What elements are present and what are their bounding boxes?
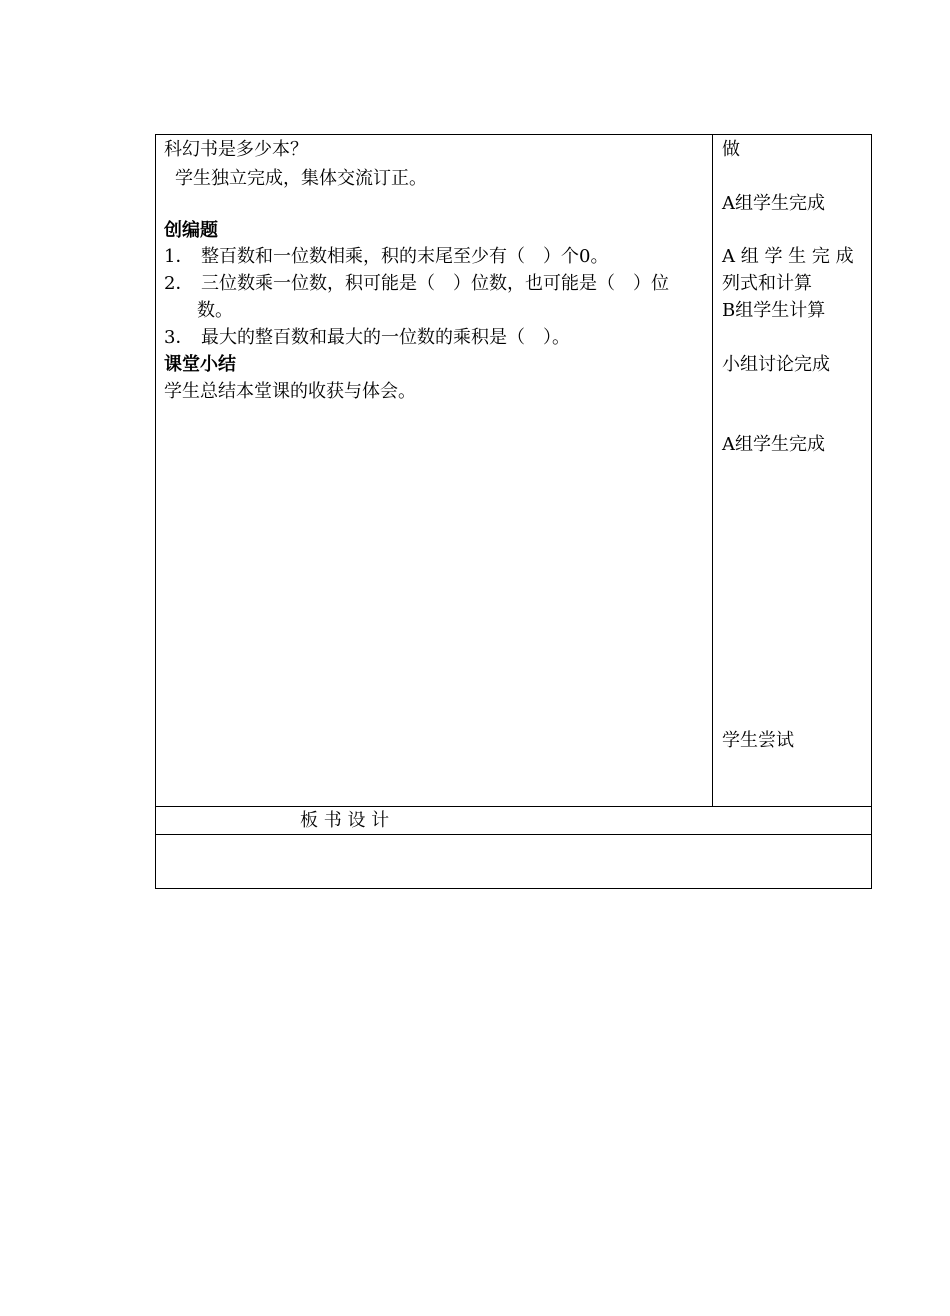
note-group-a-complete-2: A组学生完成	[722, 434, 825, 455]
note-group-b-calc: B组学生计算	[722, 300, 826, 321]
board-design-title: 板 书 设 计	[300, 810, 390, 831]
table-bottom-border	[155, 888, 872, 889]
note-do: 做	[722, 139, 740, 160]
question-text: 科幻书是多少本？	[164, 139, 308, 160]
instruction-text: 学生独立完成，集体交流订正。	[175, 168, 427, 189]
list-item-number: 2．	[164, 273, 194, 294]
list-item-continuation: 数。	[197, 300, 233, 321]
note-group-discussion: 小组讨论完成	[722, 354, 830, 375]
note-formula-and-calc: 列式和计算	[722, 273, 812, 294]
table-left-border	[155, 134, 156, 889]
table-right-border	[871, 134, 872, 889]
heading-create-problems: 创编题	[164, 220, 218, 241]
heading-class-summary: 课堂小结	[164, 354, 236, 375]
note-group-a-complete: A组学生完成	[722, 193, 825, 214]
board-design-content	[156, 835, 871, 888]
list-item-number: 1．	[164, 246, 194, 267]
list-item-text: 最大的整百数和最大的一位数的乘积是（ ）。	[201, 327, 570, 348]
list-item-number: 3．	[164, 327, 194, 348]
list-item-text: 三位数乘一位数，积可能是（ ）位数，也可能是（ ）位	[201, 273, 669, 294]
table-top-border	[155, 134, 872, 135]
note-students-try: 学生尝试	[722, 730, 794, 751]
list-item-text: 整百数和一位数相乘，积的末尾至少有（ ）个0。	[201, 246, 609, 267]
note-group-a-complete-spaced: A 组 学 生 完 成	[722, 246, 854, 267]
summary-text: 学生总结本堂课的收获与体会。	[164, 381, 416, 402]
column-divider	[712, 134, 713, 806]
row-divider-board	[155, 806, 872, 807]
